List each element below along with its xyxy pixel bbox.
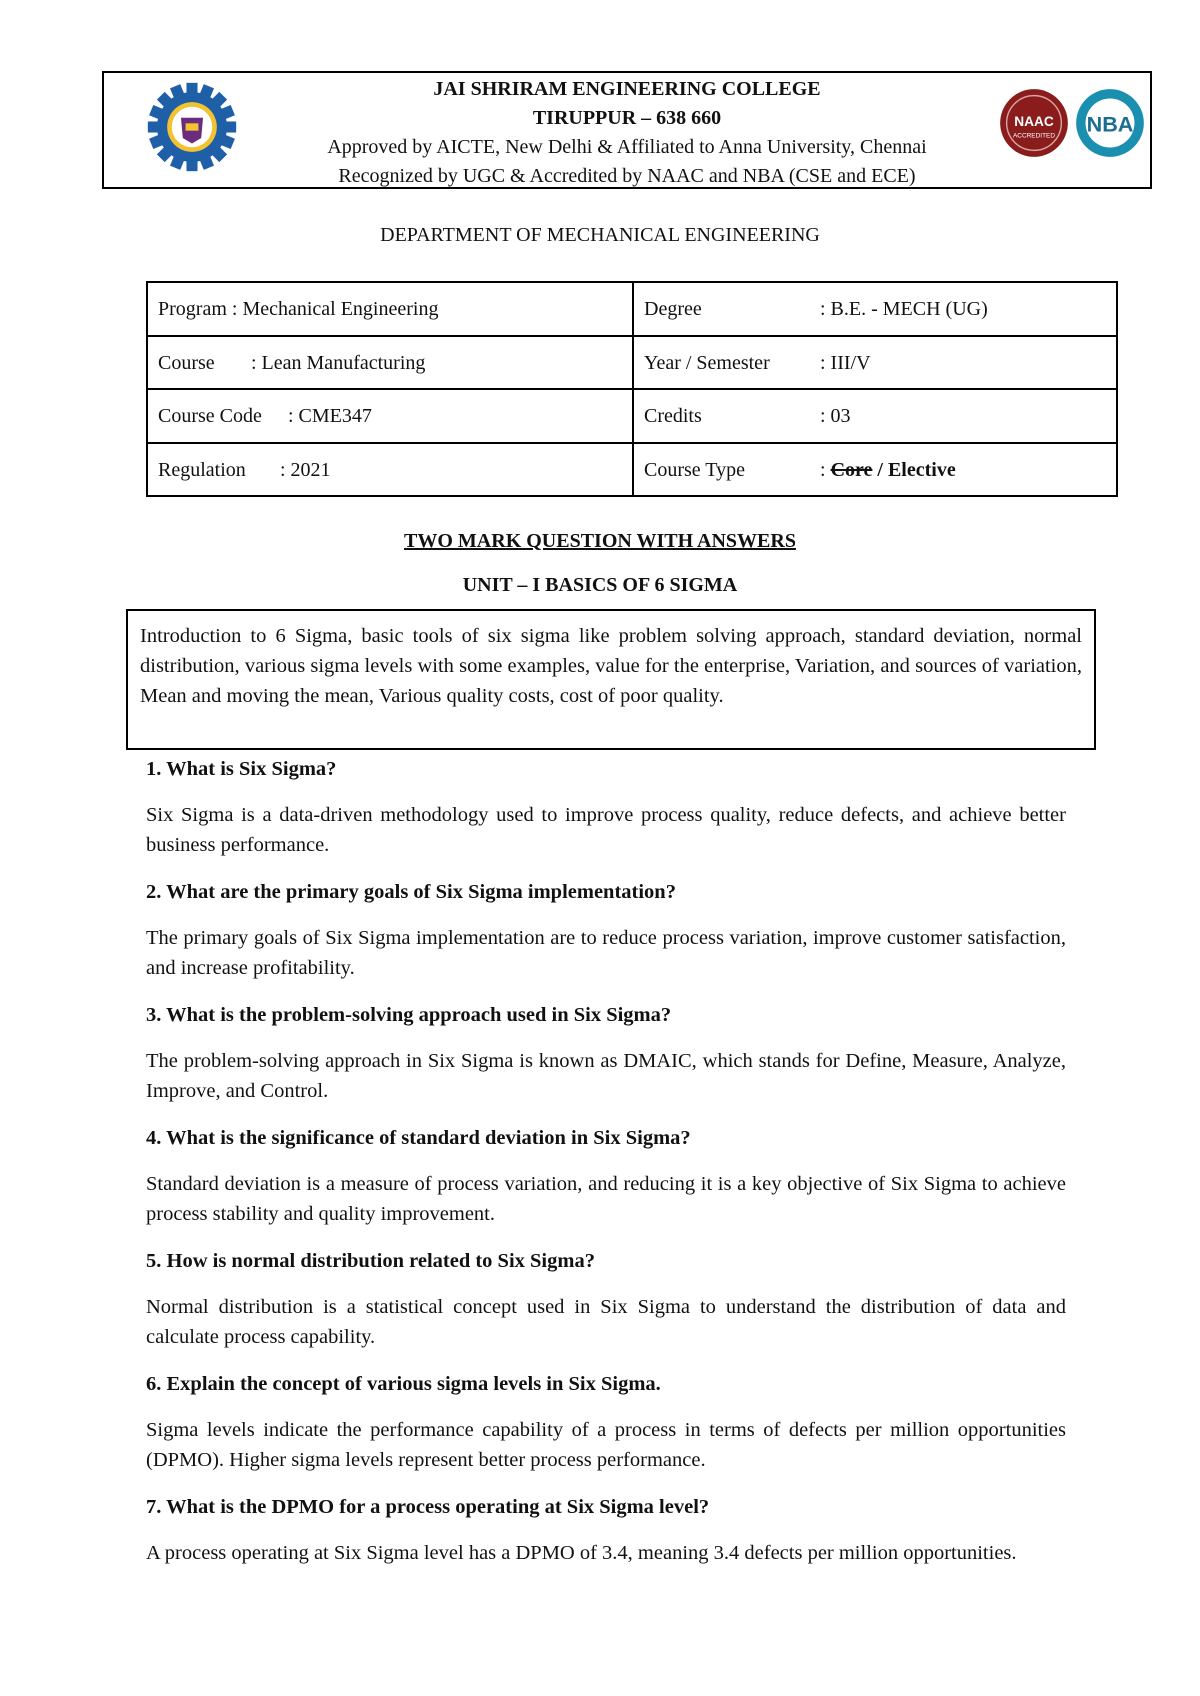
- type-label: Course Type: [644, 459, 745, 481]
- credits-value: : 03: [820, 405, 851, 427]
- nba-logo-icon: [1074, 87, 1146, 159]
- code-label: Course Code: [158, 405, 262, 427]
- department-title: DEPARTMENT OF MECHANICAL ENGINEERING: [380, 224, 820, 246]
- qa-item-1: [146, 755, 1066, 860]
- unit-title: UNIT – I BASICS OF 6 SIGMA: [462, 574, 738, 596]
- type-elective: Elective: [887, 459, 956, 481]
- qa-item-6: [146, 1370, 1066, 1475]
- accreditation-line: Recognized by UGC & Accredited by NAAC and NBA (CSE and ECE): [338, 165, 916, 187]
- college-location: TIRUPPUR – 638 660: [532, 107, 722, 129]
- qa-item-4: [146, 1124, 1066, 1229]
- question-text: 3. What is the problem-solving approach used in Six Sigma?: [146, 1004, 672, 1026]
- qa-item-5: [146, 1247, 1066, 1352]
- naac-badge-text: NAAC: [1014, 113, 1054, 129]
- table-row: [148, 388, 1116, 443]
- qa-item-7: [146, 1493, 1066, 1568]
- answer-text: Normal distribution is a statistical concept used in Six Sigma to understand the distribution of data and calculate process capability.: [146, 1296, 1066, 1348]
- type-core-struck: Core: [830, 459, 873, 481]
- question-text: 4. What is the significance of standard deviation in Six Sigma?: [146, 1127, 691, 1149]
- answer-text: Standard deviation is a measure of process variation, and reducing it is a key objective of Six Sigma to achieve process stability and quality improvement.: [146, 1173, 1066, 1225]
- qa-item-2: [146, 878, 1066, 983]
- answer-text: The problem-solving approach in Six Sigma is known as DMAIC, which stands for Define, Measure, Analyze, Improve, and Control.: [146, 1050, 1066, 1102]
- college-name: JAI SHRIRAM ENGINEERING COLLEGE: [433, 78, 821, 100]
- nba-badge-text: NBA: [1086, 111, 1134, 137]
- table-row: [148, 283, 1116, 336]
- course-label: Course: [158, 352, 215, 374]
- code-value: : CME347: [288, 405, 372, 427]
- answer-text: Sigma levels indicate the performance capability of a process in terms of defects per million opportunities (DPMO). Higher sigma levels represent better process performance.: [146, 1419, 1066, 1471]
- college-header: [102, 71, 1152, 189]
- course-info-table: [146, 281, 1118, 497]
- approval-line: Approved by AICTE, New Delhi & Affiliated to Anna University, Chennai: [327, 136, 927, 158]
- answer-text: Six Sigma is a data-driven methodology used to improve process quality, reduce defects, and achieve better business performance.: [146, 804, 1066, 856]
- credits-label: Credits: [644, 405, 702, 427]
- syllabus-box: Introduction to 6 Sigma, basic tools of six sigma like problem solving approach, standard deviation, normal distribution, various sigma levels with some examples, value for the enterprise, Variation, and sources of variation, Mean and moving the mean, Various quality costs, cost of poor quality.: [126, 609, 1096, 750]
- year-value: : III/V: [820, 352, 871, 374]
- regulation-value: : 2021: [280, 459, 331, 481]
- program-cell: Program : Mechanical Engineering: [158, 298, 439, 320]
- question-text: 7. What is the DPMO for a process operating at Six Sigma level?: [146, 1496, 710, 1518]
- naac-logo-icon: [998, 87, 1070, 159]
- type-value: : Core / Elective: [820, 459, 956, 481]
- qa-item-3: [146, 1001, 1066, 1106]
- header-text-block: [104, 75, 1150, 191]
- course-value: : Lean Manufacturing: [251, 352, 426, 374]
- degree-label: Degree: [644, 298, 702, 320]
- question-text: 1. What is Six Sigma?: [146, 758, 337, 780]
- table-row: [148, 335, 1116, 390]
- answer-text: A process operating at Six Sigma level has a DPMO of 3.4, meaning 3.4 defects per million opportunities.: [146, 1542, 1017, 1564]
- question-text: 5. How is normal distribution related to Six Sigma?: [146, 1250, 595, 1272]
- naac-badge-subtext: ACCREDITED: [1012, 132, 1056, 140]
- section-title: TWO MARK QUESTION WITH ANSWERS: [404, 530, 796, 552]
- question-text: 6. Explain the concept of various sigma levels in Six Sigma.: [146, 1373, 661, 1395]
- regulation-label: Regulation: [158, 459, 246, 481]
- year-label: Year / Semester: [644, 352, 770, 374]
- answer-text: The primary goals of Six Sigma implementation are to reduce process variation, improve customer satisfaction, and increase profitability.: [146, 927, 1066, 979]
- degree-value: : B.E. - MECH (UG): [820, 298, 988, 320]
- table-row: [148, 442, 1116, 497]
- question-text: 2. What are the primary goals of Six Sigma implementation?: [146, 881, 676, 903]
